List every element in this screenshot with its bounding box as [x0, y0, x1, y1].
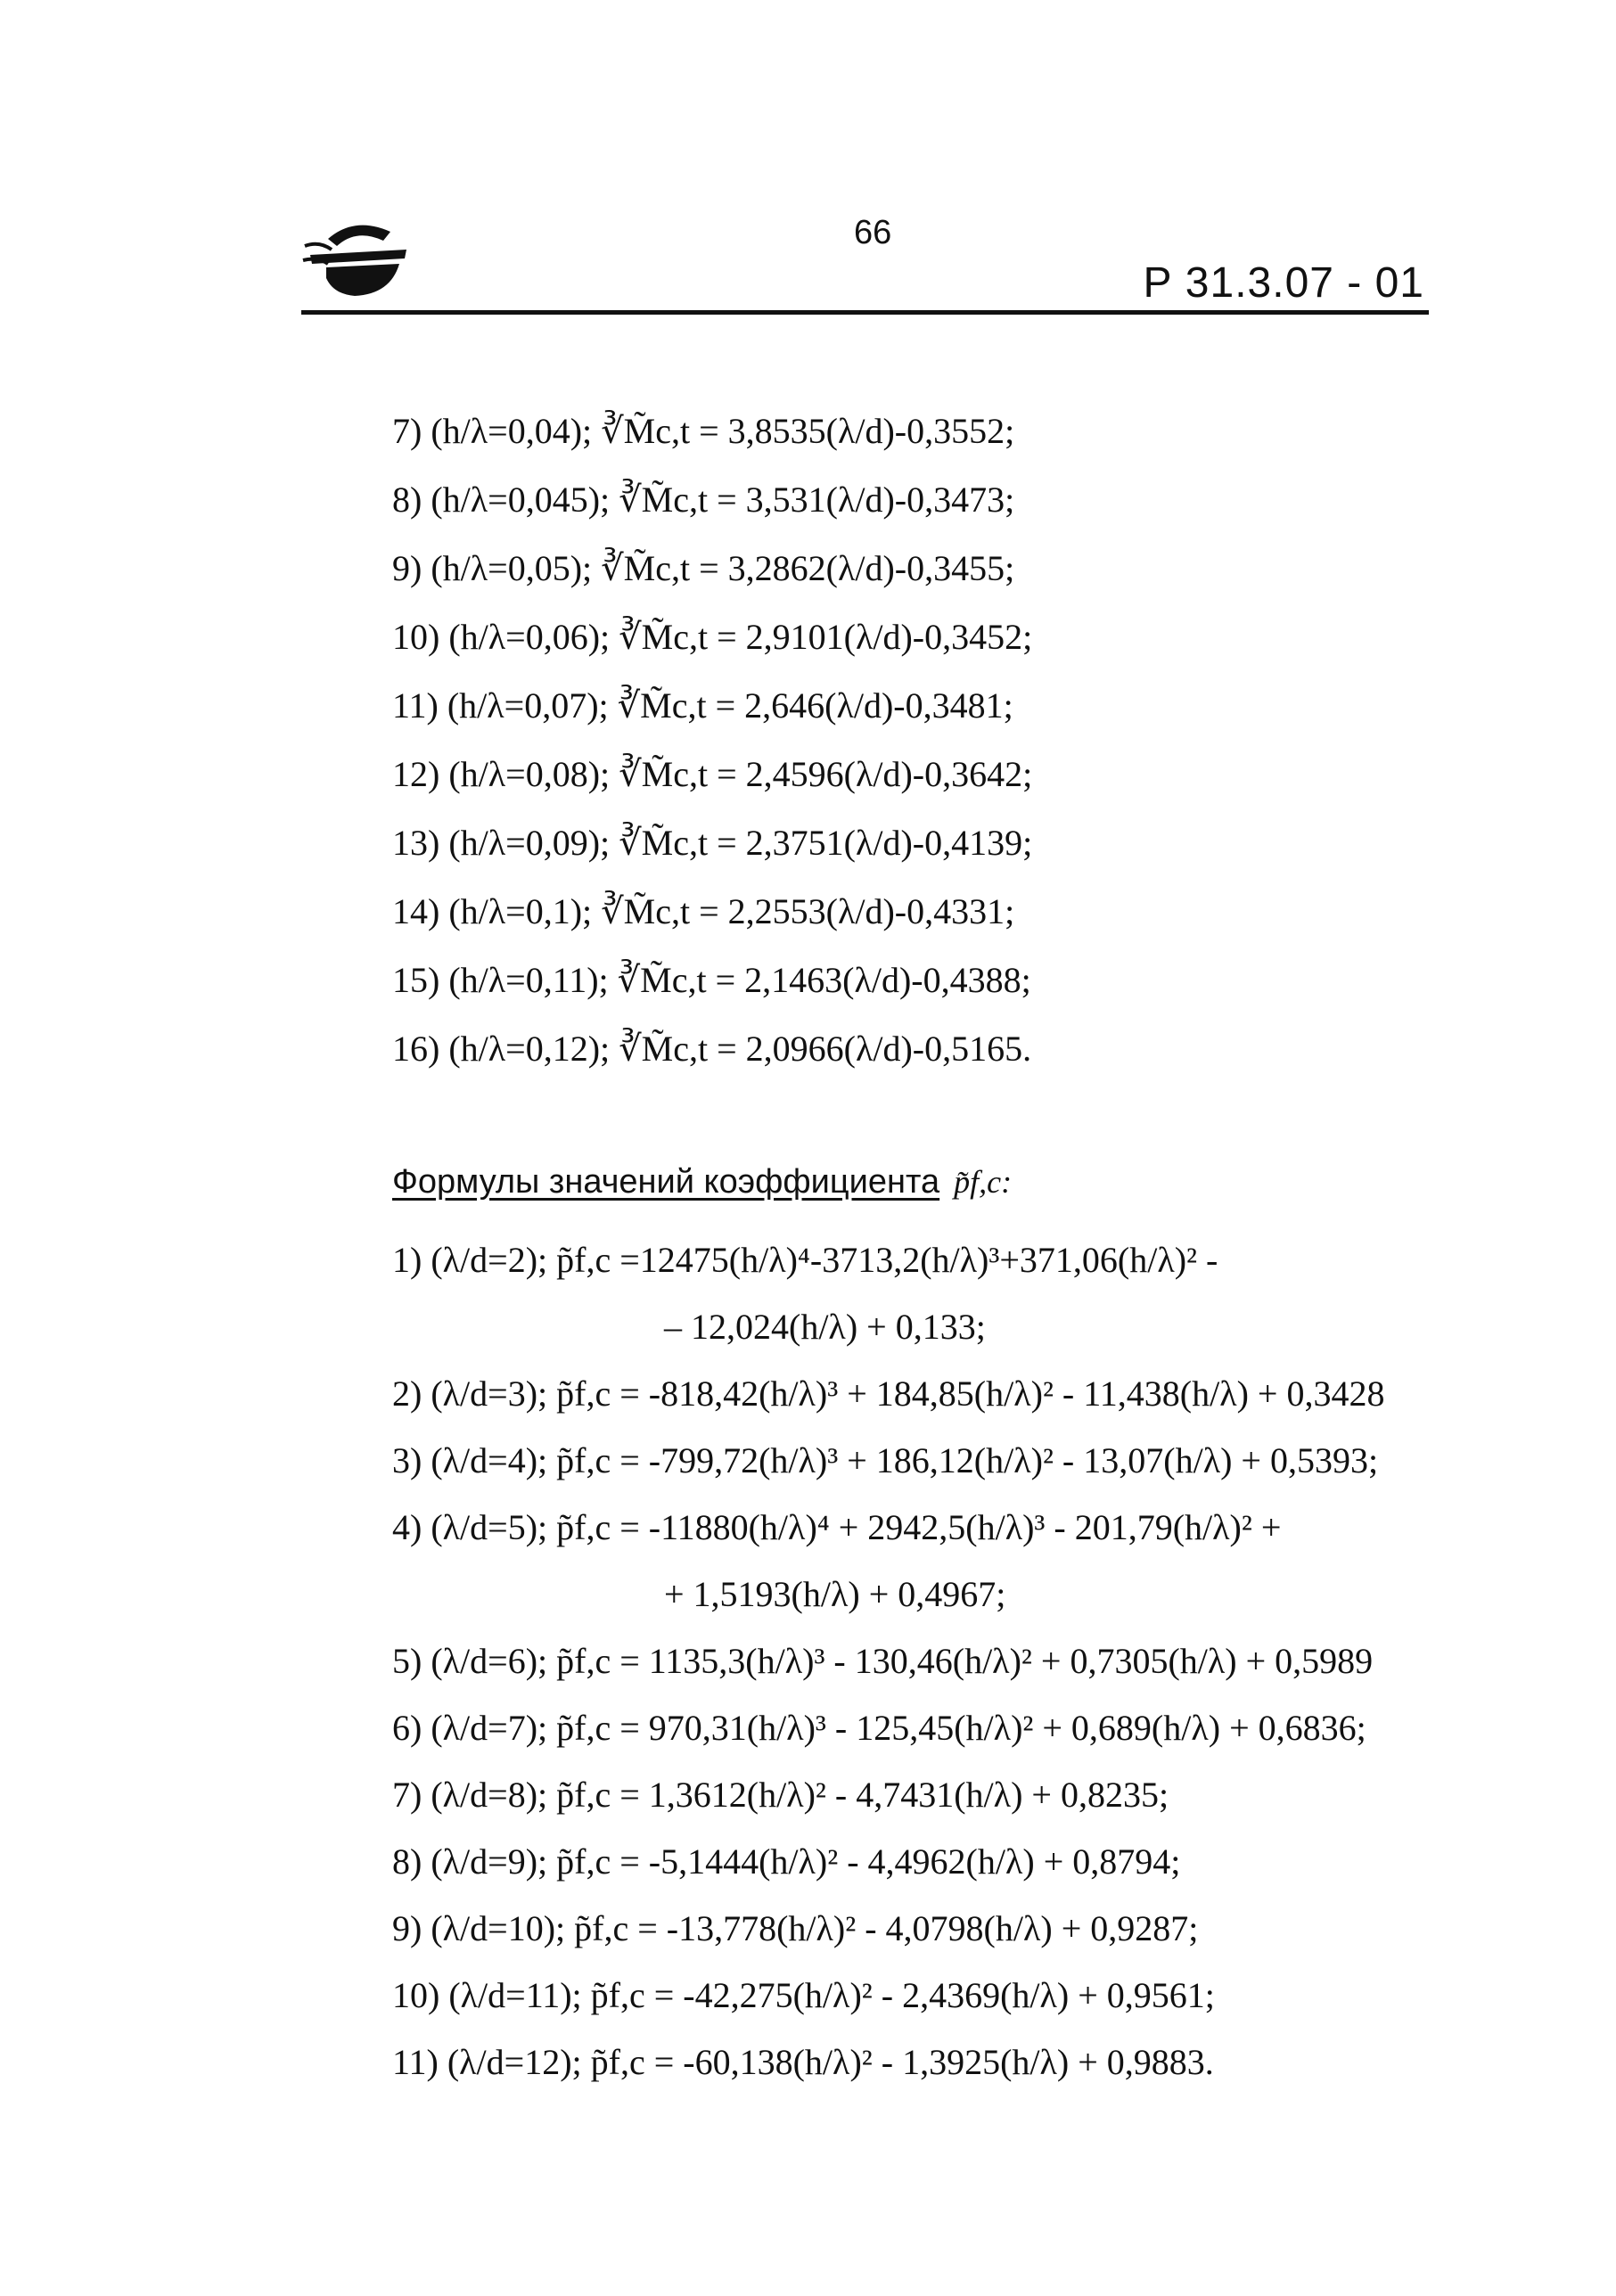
- organization-logo-icon: [301, 214, 417, 303]
- document-code: Р 31.3.07 - 01: [1143, 259, 1424, 307]
- formula-line: 7) (λ/d=8); p̃f,c = 1,3612(h/λ)² - 4,7431(h/λ) + 0,8235;: [392, 1775, 1169, 1815]
- formula-line: 4) (λ/d=5); p̃f,c = -11880(h/λ)⁴ + 2942,5(h/λ)³ - 201,79(h/λ)² +: [392, 1507, 1282, 1547]
- formula-line: 13) (h/λ=0,09); ∛M̃c,t = 2,3751(λ/d)-0,4139;: [392, 823, 1033, 863]
- page-number: 66: [854, 214, 892, 251]
- formula-line: 3) (λ/d=4); p̃f,c = -799,72(h/λ)³ + 186,12(h/λ)² - 13,07(h/λ) + 0,5393;: [392, 1440, 1379, 1480]
- header-rule: [301, 310, 1429, 315]
- formula-line: 11) (λ/d=12); p̃f,c = -60,138(h/λ)² - 1,3925(h/λ) + 0,9883.: [392, 2042, 1214, 2082]
- formula-line: 11) (h/λ=0,07); ∛M̃c,t = 2,646(λ/d)-0,3481;: [392, 685, 1013, 726]
- formula-line: 1) (λ/d=2); p̃f,c =12475(h/λ)⁴-3713,2(h/λ)³+371,06(h/λ)² -: [392, 1240, 1218, 1280]
- formula-line: 9) (h/λ=0,05); ∛M̃c,t = 3,2862(λ/d)-0,3455;: [392, 548, 1015, 588]
- formula-line: 5) (λ/d=6); p̃f,c = 1135,3(h/λ)³ - 130,46(h/λ)² + 0,7305(h/λ) + 0,5989: [392, 1641, 1374, 1681]
- formula-line: 15) (h/λ=0,11); ∛M̃c,t = 2,1463(λ/d)-0,4388;: [392, 960, 1031, 1000]
- formula-continuation: + 1,5193(h/λ) + 0,4967;: [664, 1574, 1006, 1614]
- formula-line: 16) (h/λ=0,12); ∛M̃c,t = 2,0966(λ/d)-0,5165.: [392, 1029, 1032, 1069]
- formula-line: 8) (h/λ=0,045); ∛M̃c,t = 3,531(λ/d)-0,3473;: [392, 480, 1015, 520]
- formula-continuation: – 12,024(h/λ) + 0,133;: [664, 1307, 986, 1347]
- section-heading: [392, 1163, 1012, 1201]
- formula-line: 8) (λ/d=9); p̃f,c = -5,1444(h/λ)² - 4,4962(h/λ) + 0,8794;: [392, 1841, 1181, 1882]
- formula-line: 2) (λ/d=3); p̃f,c = -818,42(h/λ)³ + 184,85(h/λ)² - 11,438(h/λ) + 0,3428: [392, 1374, 1385, 1414]
- formula-line: 9) (λ/d=10); p̃f,c = -13,778(h/λ)² - 4,0798(h/λ) + 0,9287;: [392, 1908, 1199, 1948]
- page-header: [301, 214, 1442, 321]
- formula-line: 7) (h/λ=0,04); ∛M̃c,t = 3,8535(λ/d)-0,3552;: [392, 411, 1015, 451]
- formula-line: 10) (h/λ=0,06); ∛M̃c,t = 2,9101(λ/d)-0,3452;: [392, 617, 1033, 657]
- formula-line: 14) (h/λ=0,1); ∛M̃c,t = 2,2553(λ/d)-0,4331;: [392, 891, 1015, 931]
- formula-line: 10) (λ/d=11); p̃f,c = -42,275(h/λ)² - 2,4369(h/λ) + 0,9561;: [392, 1975, 1215, 2015]
- formula-line: 12) (h/λ=0,08); ∛M̃c,t = 2,4596(λ/d)-0,3642;: [392, 754, 1033, 794]
- section-heading-text: Формулы значений коэффициента: [392, 1163, 940, 1201]
- coefficient-symbol: p̃f,c:: [954, 1164, 1013, 1200]
- formula-line: 6) (λ/d=7); p̃f,c = 970,31(h/λ)³ - 125,45(h/λ)² + 0,689(h/λ) + 0,6836;: [392, 1708, 1366, 1748]
